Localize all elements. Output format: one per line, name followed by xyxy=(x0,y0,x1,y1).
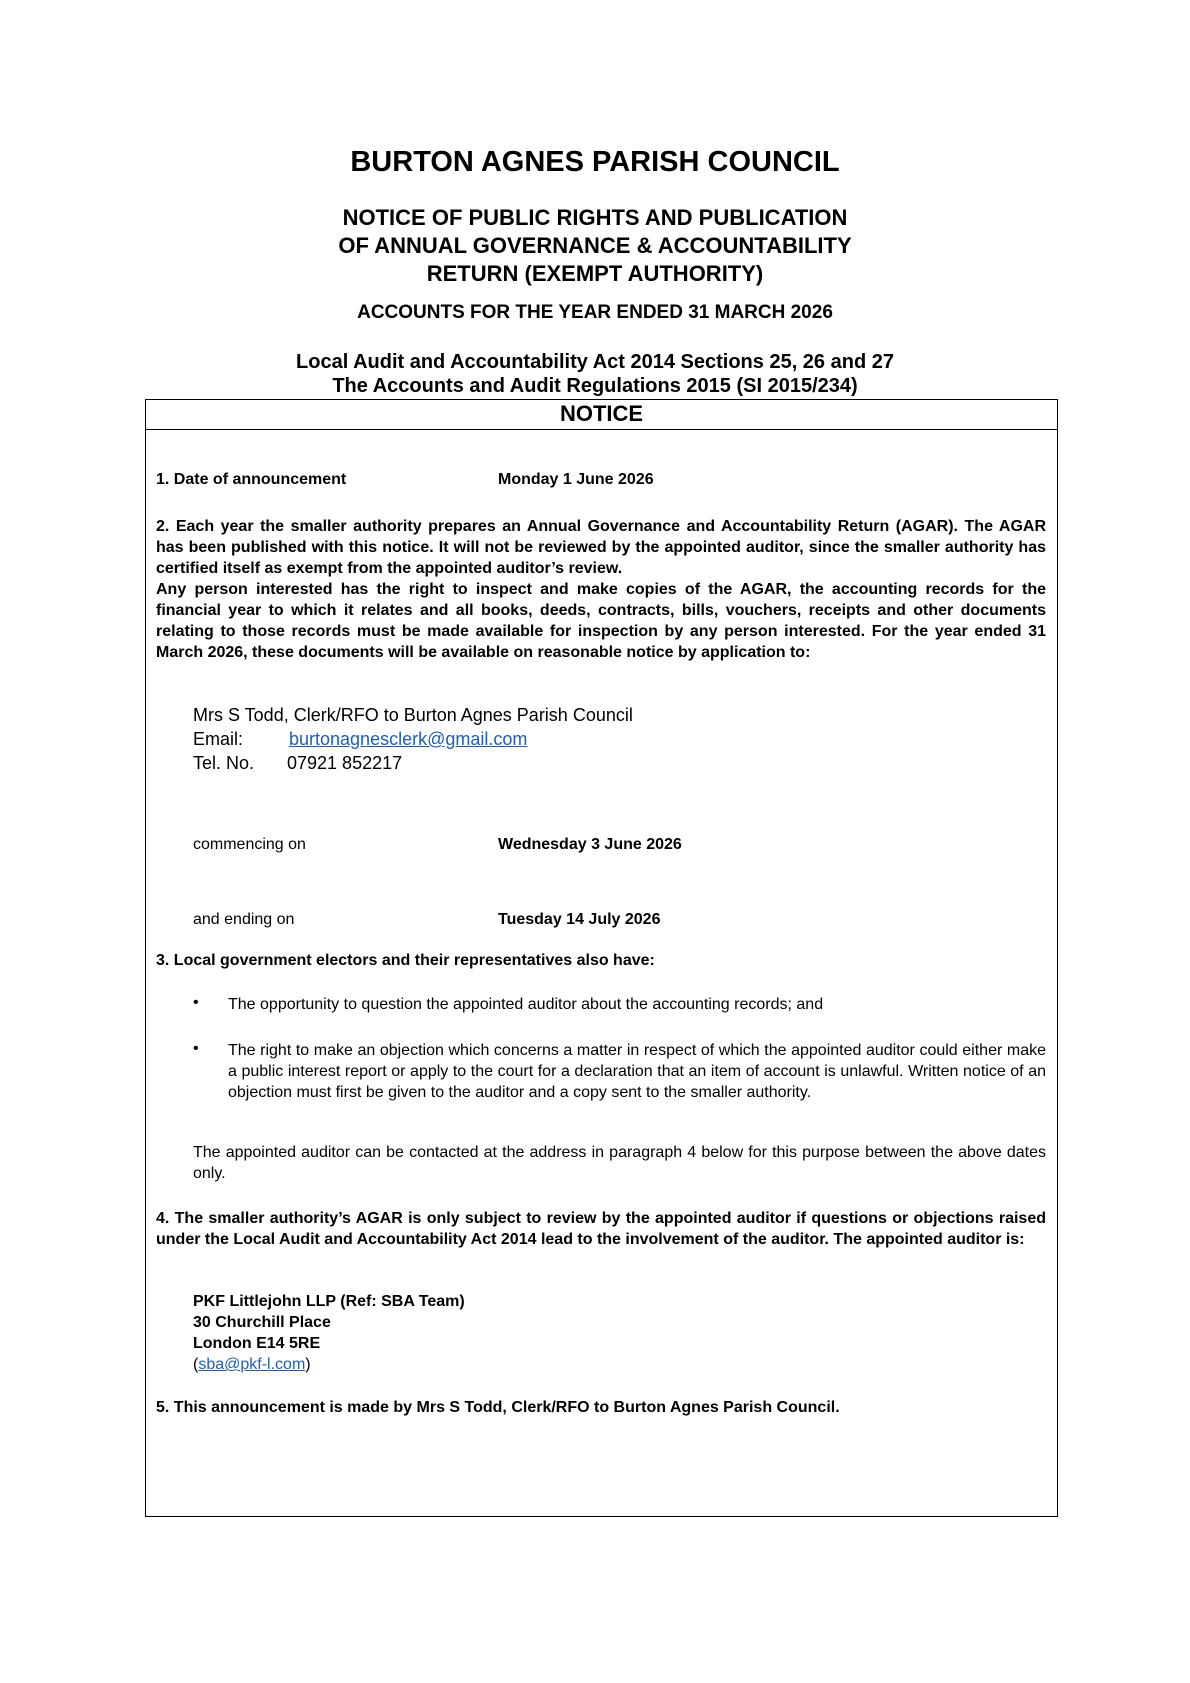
clerk-tel-row xyxy=(193,751,1046,775)
notice-title xyxy=(0,204,1190,288)
notice-title-line: NOTICE OF PUBLIC RIGHTS AND PUBLICATION xyxy=(342,205,848,230)
clerk-name: Mrs S Todd, Clerk/RFO to Burton Agnes Parish Council xyxy=(193,705,633,725)
bullet-question-auditor: The opportunity to question the appointed auditor about the accounting records; and xyxy=(228,996,824,1013)
auditor-name: PKF Littlejohn LLP (Ref: SBA Team) xyxy=(193,1293,465,1310)
auditor-email-link[interactable]: sba@pkf-l.com xyxy=(198,1356,306,1373)
commencing-date: Wednesday 3 June 2026 xyxy=(498,836,682,853)
bullet-glyph: • xyxy=(193,1040,199,1057)
email-label: Email: xyxy=(193,729,244,749)
commencing-label: commencing on xyxy=(193,836,306,853)
notice-title-line: OF ANNUAL GOVERNANCE & ACCOUNTABILITY xyxy=(338,233,852,258)
date-of-announcement-row xyxy=(156,469,1046,490)
notice-title-line: RETURN (EXEMPT AUTHORITY) xyxy=(426,261,764,286)
inspection-rights-text: Any person interested has the right to inspect and make copies of the AGAR, the accounting records for the financial year to which it relates and all books, deeds, contracts, bills, vouchers, receipts and other documents relating to those records must be made available for inspection by any person interested. For the year ended 31 March 2026, these documents will be available on reasonable notice by application to: xyxy=(156,581,1046,661)
commencing-row xyxy=(193,834,1046,855)
item-4-paragraph: 4. The smaller authority’s AGAR is only subject to review by the appointed auditor if questions or objections raised under the Local Audit and Accountability Act 2014 lead to the involvement of the auditor. The appointed auditor is: xyxy=(156,1210,1046,1248)
clerk-email-link[interactable]: burtonagnesclerk@gmail.com xyxy=(289,729,528,749)
legislation-line: The Accounts and Audit Regulations 2015 (SI 2015/234) xyxy=(332,375,858,397)
date-of-announcement-label: 1. Date of announcement xyxy=(156,471,347,488)
item-3-heading: 3. Local government electors and their representatives also have: xyxy=(156,952,655,969)
agar-published-text: 2. Each year the smaller authority prepares an Annual Governance and Accountability Return (AGAR). The AGAR has been published with this notice. It will not be reviewed by the appointed auditor, since the smaller authority has certified itself as exempt from the appointed auditor’s review. xyxy=(156,518,1046,577)
item-2-paragraph xyxy=(156,516,1046,663)
council-title: BURTON AGNES PARISH COUNCIL xyxy=(350,146,840,178)
ending-label: and ending on xyxy=(193,911,295,928)
tel-label: Tel. No. xyxy=(193,753,255,773)
clerk-tel-number: 07921 852217 xyxy=(287,753,403,773)
auditor-address-block xyxy=(193,1291,1046,1375)
auditor-email-row: (sba@pkf-l.com) xyxy=(193,1356,311,1373)
bullet-glyph: • xyxy=(193,994,199,1011)
date-of-announcement-value: Monday 1 June 2026 xyxy=(498,471,654,488)
clerk-contact-block xyxy=(193,703,1046,775)
legislation-line: Local Audit and Accountability Act 2014 Sections 25, 26 and 27 xyxy=(296,351,894,373)
auditor-address-line: London E14 5RE xyxy=(193,1335,321,1352)
item-5-paragraph: 5. This announcement is made by Mrs S Todd, Clerk/RFO to Burton Agnes Parish Council. xyxy=(156,1399,840,1416)
notice-box-heading: NOTICE xyxy=(146,400,1057,430)
bullet-objection: The right to make an objection which concerns a matter in respect of which the appointed auditor could either make a public interest report or apply to the court for a declaration that an item of account is unlawful. Written notice of an objection must first be given to the auditor and a copy sent to the smaller authority. xyxy=(228,1042,1046,1101)
notice-box xyxy=(145,399,1058,1517)
legislation-heading xyxy=(0,350,1190,398)
accounts-year-heading: ACCOUNTS FOR THE YEAR ENDED 31 MARCH 2026 xyxy=(357,302,833,323)
auditor-address-line: 30 Churchill Place xyxy=(193,1314,331,1331)
clerk-email-row xyxy=(193,727,1046,751)
auditor-contact-note: The appointed auditor can be contacted at the address in paragraph 4 below for this purpose between the above dates only. xyxy=(193,1144,1046,1182)
ending-row xyxy=(193,909,1046,930)
ending-date: Tuesday 14 July 2026 xyxy=(498,911,661,928)
